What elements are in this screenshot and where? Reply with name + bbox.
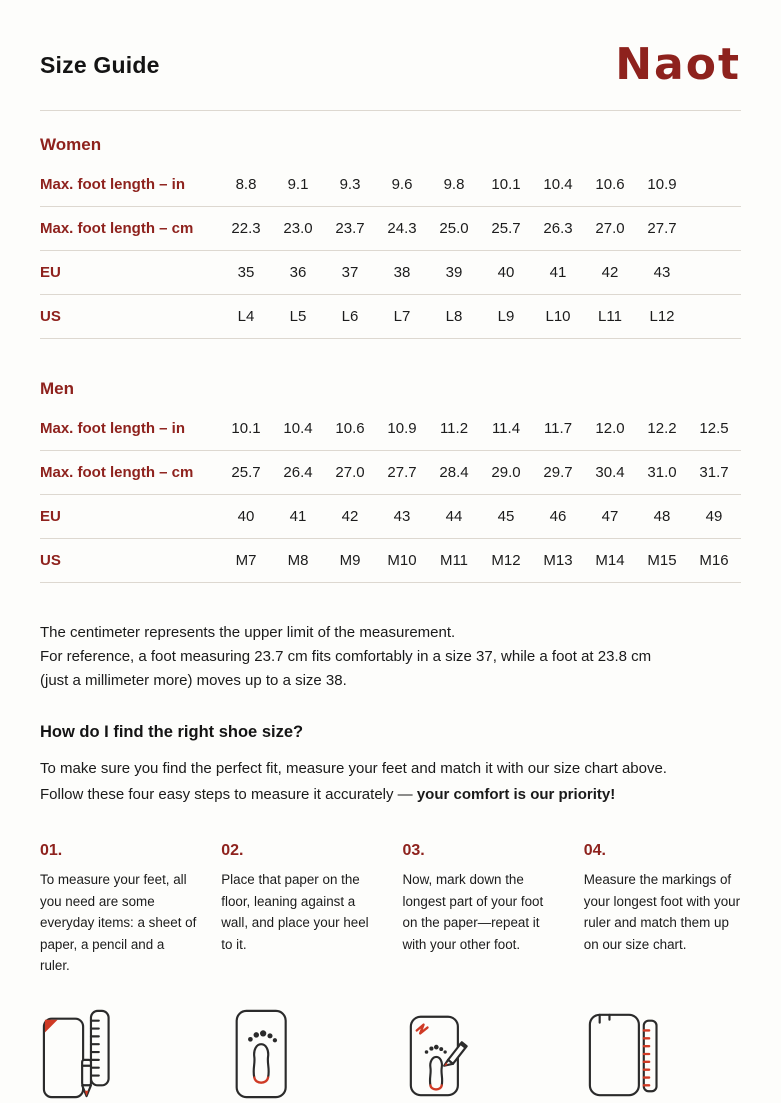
step-3 [403, 842, 560, 977]
step-1-text: To measure your feet, all you need are some everyday items: a sheet of paper, a pencil and a ruler. [40, 872, 197, 973]
size-row-label: US [40, 308, 61, 325]
size-value-cell: 40 [497, 264, 515, 281]
size-table-row [40, 295, 741, 339]
size-value-cell: 37 [341, 264, 359, 281]
size-row-label: US [40, 552, 61, 569]
step-1-number: 01. [40, 842, 63, 859]
howto-intro-emphasis: your comfort is our priority! [416, 786, 616, 803]
size-value-cell: M13 [543, 552, 573, 569]
size-value-cell: 31.7 [699, 464, 729, 481]
size-value-cell: 27.7 [387, 464, 417, 481]
size-value-cell: 41 [549, 264, 567, 281]
step-4-text: Measure the markings of your longest foot with your ruler and match them up on our size chart. [583, 872, 741, 952]
size-value-cell: 49 [705, 508, 723, 525]
size-value-cell: L4 [237, 308, 255, 325]
size-value-cell: L8 [445, 308, 463, 325]
size-value-cell: L7 [393, 308, 411, 325]
size-value-cell: L12 [649, 308, 675, 325]
size-value-cell: 42 [341, 508, 359, 525]
men-section [40, 379, 741, 583]
size-value-cell: 11.7 [543, 420, 573, 437]
men-heading: Men [40, 379, 74, 398]
size-value-cell: 9.1 [287, 176, 309, 193]
size-value-cell: 10.1 [231, 420, 261, 437]
size-table-row [40, 495, 741, 539]
measure-steps [40, 842, 741, 1103]
paper-pencil-ruler-icon [40, 1005, 197, 1103]
size-table-row [40, 207, 741, 251]
size-value-cell: 27.0 [335, 464, 365, 481]
paper-ruler-icon [584, 1005, 741, 1103]
size-value-cell: 11.2 [439, 420, 469, 437]
paper-footprint-icon [221, 1005, 378, 1103]
size-value-cell: 31.0 [647, 464, 677, 481]
howto-intro [40, 756, 708, 808]
step-2-text: Place that paper on the floor, leaning against a wall, and place your heel to it. [221, 872, 369, 952]
size-value-cell: 26.3 [543, 220, 573, 237]
men-size-table [40, 407, 741, 583]
step-1 [40, 842, 197, 977]
size-value-cell: 25.7 [231, 464, 261, 481]
size-value-cell: 48 [653, 508, 671, 525]
size-table-row [40, 163, 741, 207]
size-value-cell: L6 [341, 308, 359, 325]
size-value-cell: M10 [387, 552, 417, 569]
size-value-cell: 22.3 [231, 220, 261, 237]
size-value-cell: M9 [339, 552, 361, 569]
size-row-label: Max. foot length – cm [40, 464, 194, 481]
size-value-cell: 10.9 [387, 420, 417, 437]
size-value-cell: 38 [393, 264, 411, 281]
size-row-label: Max. foot length – in [40, 176, 185, 193]
step-3-text: Now, mark down the longest part of your foot on the paper—repeat it with your other foot. [402, 872, 544, 952]
size-value-cell: 23.7 [335, 220, 365, 237]
size-row-label: EU [40, 264, 61, 281]
size-value-cell: M8 [287, 552, 309, 569]
size-value-cell: 12.2 [647, 420, 677, 437]
note-line-2: For reference, a foot measuring 23.7 cm fits comfortably in a size 37, while a foot at 23.8 cm [40, 648, 652, 665]
size-value-cell: 40 [237, 508, 255, 525]
size-table-row [40, 407, 741, 451]
size-table-row [40, 539, 741, 583]
women-section [40, 135, 741, 339]
size-value-cell: 45 [497, 508, 515, 525]
size-value-cell: L9 [497, 308, 515, 325]
size-value-cell: M15 [647, 552, 677, 569]
women-size-table [40, 163, 741, 339]
size-row-label: Max. foot length – in [40, 420, 185, 437]
size-value-cell: 27.0 [595, 220, 625, 237]
size-value-cell: 44 [445, 508, 463, 525]
step-2 [221, 842, 378, 977]
page-header [40, 40, 741, 90]
header-divider [40, 110, 741, 111]
size-value-cell: 25.7 [491, 220, 521, 237]
size-value-cell: 10.1 [491, 176, 521, 193]
size-row-label: EU [40, 508, 61, 525]
size-value-cell: 43 [653, 264, 671, 281]
size-value-cell: 47 [601, 508, 619, 525]
size-value-cell: 10.6 [595, 176, 625, 193]
size-value-cell: 42 [601, 264, 619, 281]
note-line-1: The centimeter represents the upper limit of the measurement. [40, 624, 456, 641]
size-table-row [40, 451, 741, 495]
size-value-cell: L11 [598, 308, 622, 325]
size-value-cell: 23.0 [283, 220, 313, 237]
size-value-cell: 43 [393, 508, 411, 525]
size-value-cell: 9.3 [339, 176, 361, 193]
women-heading: Women [40, 135, 102, 154]
size-value-cell: M12 [491, 552, 521, 569]
size-value-cell: M7 [235, 552, 257, 569]
size-value-cell: 10.9 [647, 176, 677, 193]
size-value-cell: 24.3 [387, 220, 417, 237]
step-3-number: 03. [402, 842, 425, 859]
size-value-cell: 9.6 [391, 176, 413, 193]
size-value-cell: 8.8 [235, 176, 257, 193]
size-value-cell: 36 [289, 264, 307, 281]
note-line-3: (just a millimeter more) moves up to a size 38. [40, 672, 347, 689]
size-value-cell: 39 [445, 264, 463, 281]
howto-intro-text: To make sure you find the perfect fit, measure your feet and match it with our size chart above. Follow these four easy steps to measure it accurately — [40, 760, 667, 803]
step-2-number: 02. [221, 842, 244, 859]
step-4-number: 04. [583, 842, 606, 859]
size-value-cell: 29.7 [543, 464, 573, 481]
size-value-cell: 35 [237, 264, 255, 281]
size-value-cell: 26.4 [283, 464, 313, 481]
naot-logo: Naot [615, 39, 741, 90]
paper-footprint-pencil-icon [403, 1005, 560, 1103]
size-value-cell: 27.7 [647, 220, 677, 237]
size-value-cell: L10 [545, 308, 571, 325]
step-4 [584, 842, 741, 977]
size-value-cell: M11 [439, 552, 469, 569]
size-value-cell: 25.0 [439, 220, 469, 237]
measurement-notes [40, 621, 741, 693]
size-value-cell: 10.6 [335, 420, 365, 437]
size-table-row [40, 251, 741, 295]
size-value-cell: L5 [289, 308, 307, 325]
page-title: Size Guide [40, 51, 160, 78]
size-value-cell: 46 [549, 508, 567, 525]
size-value-cell: M16 [699, 552, 729, 569]
size-value-cell: 10.4 [543, 176, 573, 193]
size-value-cell: 11.4 [491, 420, 521, 437]
size-value-cell: 29.0 [491, 464, 521, 481]
size-value-cell: 28.4 [439, 464, 469, 481]
size-value-cell: 12.0 [595, 420, 625, 437]
size-value-cell: 30.4 [595, 464, 625, 481]
size-value-cell: 12.5 [699, 420, 729, 437]
size-value-cell: 9.8 [443, 176, 465, 193]
size-value-cell: 10.4 [283, 420, 313, 437]
size-row-label: Max. foot length – cm [40, 220, 194, 237]
size-value-cell: 41 [289, 508, 307, 525]
howto-heading: How do I find the right shoe size? [40, 723, 304, 741]
size-value-cell: M14 [595, 552, 625, 569]
